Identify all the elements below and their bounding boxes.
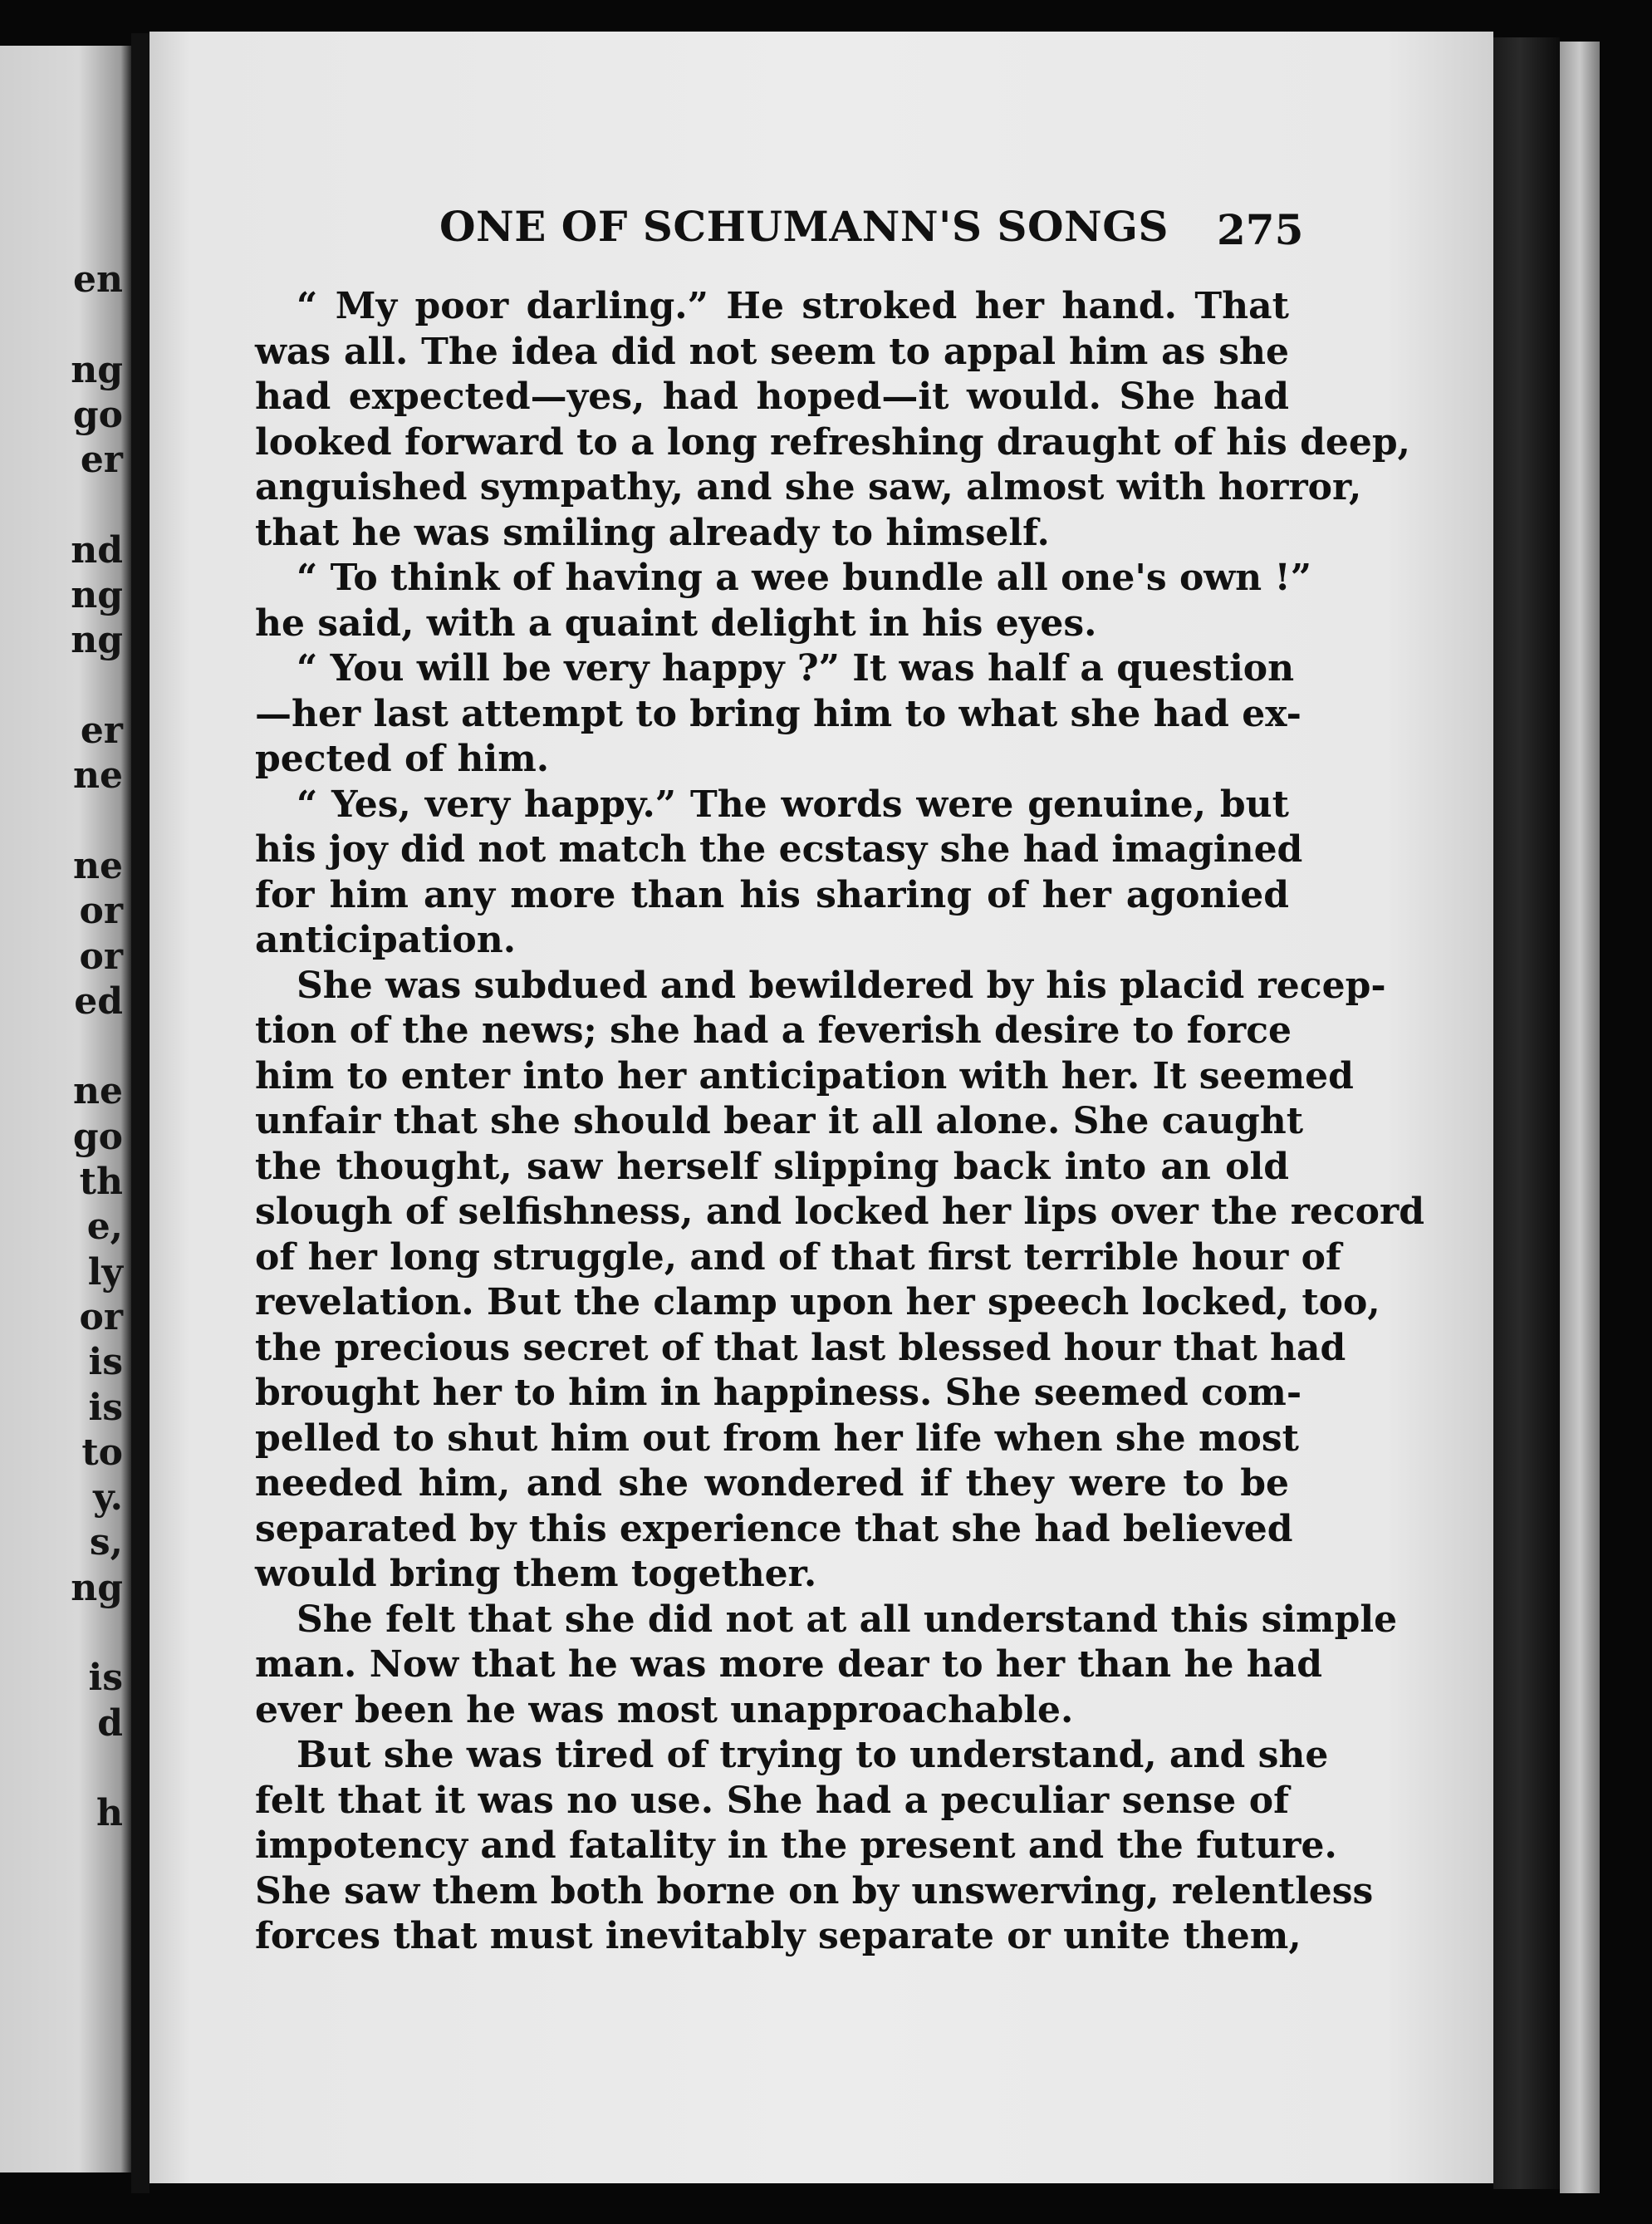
text-line: She felt that she did not at all understand this simple (297, 1598, 1398, 1641)
running-title: ONE OF SCHUMANN'S SONGS (439, 202, 1169, 251)
text-line: separated by this experience that she had believed (255, 1507, 1293, 1550)
left-page-fragment: th (79, 1161, 123, 1203)
page-number: 275 (1217, 205, 1304, 254)
text-line: ever been he was most unapproachable. (255, 1688, 1074, 1731)
text-line: needed him, and she wondered if they were to be (255, 1462, 1289, 1505)
text-line: anticipation. (255, 919, 517, 961)
text-line: pelled to shut him out from her life when she most (255, 1416, 1299, 1460)
text-line: felt that it was no use. She had a peculiar sense of (255, 1779, 1289, 1822)
left-page-fragment: is (88, 1341, 123, 1384)
text-line: would bring them together. (255, 1553, 817, 1595)
right-page-edge-strip (1560, 42, 1600, 2193)
left-page-fragment: en (73, 258, 123, 301)
left-page-fragment: to (81, 1431, 123, 1474)
text-line: was all. The idea did not seem to appal him as she (255, 330, 1289, 373)
left-page-fragment: s, (89, 1521, 123, 1564)
left-page-fragment: ng (71, 574, 123, 617)
left-page-fragment: er (80, 709, 123, 752)
left-page-fragment: or (79, 1295, 123, 1338)
left-page-fragment: or (79, 935, 123, 978)
text-line: “ My poor darling.” He stroked her hand. That (297, 285, 1289, 327)
body-text (255, 284, 1424, 1960)
left-page-fragment: is (88, 1657, 123, 1700)
text-line: looked forward to a long refreshing draught of his deep, (255, 420, 1410, 464)
left-page-fragment: ne (73, 844, 123, 887)
left-page-fragment: ed (74, 979, 123, 1023)
left-page-fragment: y. (93, 1476, 123, 1519)
text-line: But she was tired of trying to understand, and she (297, 1734, 1329, 1776)
left-page-fragment: er (80, 439, 123, 482)
text-line: of her long struggle, and of that first terrible hour of (255, 1235, 1341, 1279)
text-line: unfair that she should bear it all alone. She caught (255, 1100, 1304, 1142)
left-page-fragment: ly (87, 1250, 123, 1294)
left-page-fragment: go (72, 1115, 123, 1158)
left-page-fragment: or (79, 890, 123, 933)
text-line: impotency and fatality in the present and the future. (255, 1824, 1337, 1867)
left-page-fragment: ng (71, 619, 123, 662)
left-page-fragment: e, (86, 1205, 123, 1249)
text-line: She was subdued and bewildered by his placid recep- (297, 964, 1386, 1007)
left-page-fragment: ng (71, 1566, 123, 1609)
text-line: the thought, saw herself slipping back into an old (255, 1145, 1289, 1188)
left-page-fragment: ne (73, 754, 123, 798)
text-line: slough of selfishness, and locked her lips over the record (255, 1191, 1424, 1233)
text-line: forces that must inevitably separate or unite them, (255, 1915, 1302, 1957)
text-line: that he was smiling already to himself. (255, 511, 1050, 554)
text-line: man. Now that he was more dear to her than he had (255, 1643, 1323, 1686)
text-line: “ To think of having a wee bundle all one's own !” (297, 557, 1312, 599)
left-page-fragment: go (72, 393, 123, 436)
text-line: brought her to him in happiness. She seemed com- (255, 1372, 1302, 1414)
left-page-fragment: h (96, 1792, 123, 1835)
left-page-fragment: ng (71, 348, 123, 391)
text-line: revelation. But the clamp upon her speech locked, too, (255, 1281, 1380, 1323)
text-line: pected of him. (255, 738, 550, 780)
text-line: he said, with a quaint delight in his eyes. (255, 601, 1097, 645)
text-line: “ Yes, very happy.” The words were genuine, but (297, 783, 1289, 826)
text-line: his joy did not match the ecstasy she had imagined (255, 828, 1303, 871)
book-gutter (131, 33, 150, 2193)
left-page-edge (0, 46, 131, 2172)
text-line: She saw them both borne on by unswerving, relentless (255, 1869, 1374, 1912)
text-line: tion of the news; she had a feverish desire to force (255, 1009, 1292, 1052)
book-page (150, 32, 1493, 2183)
right-page-edge-shadow (1493, 37, 1560, 2189)
text-line: anguished sympathy, and she saw, almost with horror, (255, 466, 1362, 508)
left-page-fragment: nd (71, 528, 123, 572)
text-line: “ You will be very happy ?” It was half a question (297, 647, 1295, 690)
text-line: had expected—yes, had hoped—it would. She had (255, 376, 1289, 418)
left-page-fragment: ne (73, 1070, 123, 1113)
text-line: —her last attempt to bring him to what she had ex- (255, 692, 1302, 735)
left-page-fragment: d (97, 1701, 123, 1745)
text-line: for him any more than his sharing of her agonied (255, 873, 1289, 916)
left-page-fragment: is (88, 1386, 123, 1429)
text-line: the precious secret of that last blessed hour that had (255, 1326, 1346, 1369)
running-head (150, 202, 1493, 260)
text-line: him to enter into her anticipation with her. It seemed (255, 1054, 1354, 1097)
